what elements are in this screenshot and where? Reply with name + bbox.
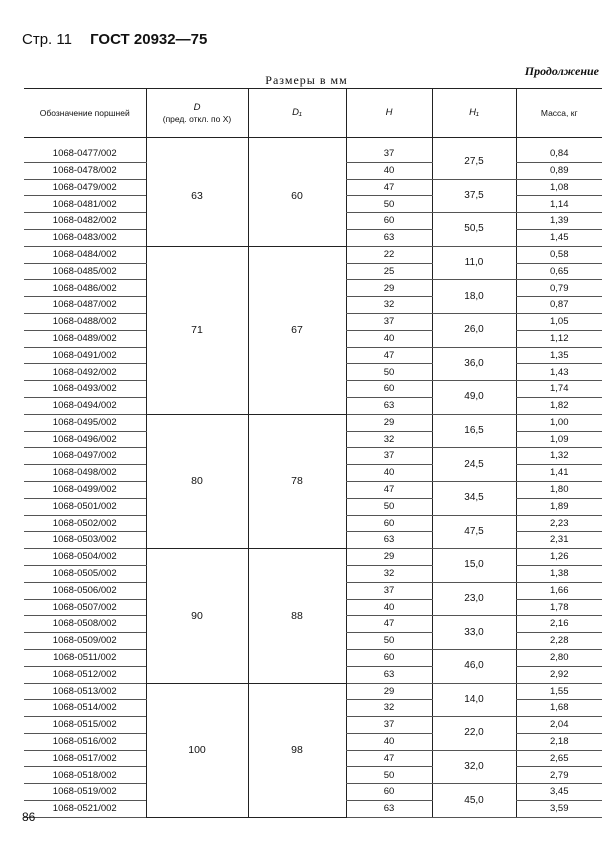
designation-cell: 1068-0498/002 xyxy=(24,465,146,482)
h-cell: 47 xyxy=(346,179,432,196)
designation-cell: 1068-0515/002 xyxy=(24,717,146,734)
designation-cell: 1068-0482/002 xyxy=(24,213,146,230)
d1-cell: 98 xyxy=(248,683,346,817)
d-cell: 63 xyxy=(146,146,248,246)
d1-cell: 88 xyxy=(248,549,346,683)
h1-cell: 37,5 xyxy=(432,179,516,213)
mass-cell: 1,41 xyxy=(516,465,602,482)
header-h1-label: H₁ xyxy=(469,107,479,119)
mass-cell: 1,78 xyxy=(516,599,602,616)
mass-cell: 2,92 xyxy=(516,666,602,683)
mass-cell: 0,89 xyxy=(516,162,602,179)
designation-cell: 1068-0518/002 xyxy=(24,767,146,784)
h-cell: 60 xyxy=(346,213,432,230)
mass-cell: 2,28 xyxy=(516,633,602,650)
h-cell: 32 xyxy=(346,297,432,314)
designation-cell: 1068-0509/002 xyxy=(24,633,146,650)
h1-cell: 27,5 xyxy=(432,146,516,179)
mass-cell: 1,66 xyxy=(516,582,602,599)
mass-cell: 1,89 xyxy=(516,498,602,515)
h1-cell: 22,0 xyxy=(432,717,516,751)
mass-cell: 3,45 xyxy=(516,784,602,801)
h1-cell: 36,0 xyxy=(432,347,516,381)
h1-cell: 16,5 xyxy=(432,414,516,448)
header-h-label: H xyxy=(385,107,393,119)
table-spacer-row xyxy=(24,138,602,147)
spacer-cell xyxy=(24,138,146,147)
header-d-symbol: D xyxy=(193,102,201,114)
mass-cell: 1,26 xyxy=(516,549,602,566)
h-cell: 47 xyxy=(346,347,432,364)
designation-cell: 1068-0516/002 xyxy=(24,733,146,750)
designation-cell: 1068-0486/002 xyxy=(24,280,146,297)
h1-cell: 45,0 xyxy=(432,784,516,818)
mass-cell: 2,80 xyxy=(516,649,602,666)
designation-cell: 1068-0484/002 xyxy=(24,246,146,263)
h-cell: 40 xyxy=(346,162,432,179)
h-cell: 25 xyxy=(346,263,432,280)
d-cell: 80 xyxy=(146,414,248,548)
mass-cell: 1,14 xyxy=(516,196,602,213)
header-h xyxy=(346,89,432,138)
h-cell: 29 xyxy=(346,549,432,566)
spacer-cell xyxy=(432,138,516,147)
mass-cell: 1,32 xyxy=(516,448,602,465)
page-number: 86 xyxy=(22,810,36,824)
page-header xyxy=(22,31,207,48)
designation-cell: 1068-0497/002 xyxy=(24,448,146,465)
header-d xyxy=(146,89,248,138)
designation-cell: 1068-0513/002 xyxy=(24,683,146,700)
h-cell: 40 xyxy=(346,599,432,616)
h-cell: 50 xyxy=(346,633,432,650)
designation-cell: 1068-0496/002 xyxy=(24,431,146,448)
designation-cell: 1068-0495/002 xyxy=(24,414,146,431)
designation-cell: 1068-0477/002 xyxy=(24,146,146,162)
mass-cell: 2,16 xyxy=(516,616,602,633)
mass-cell: 1,05 xyxy=(516,313,602,330)
header-mass: Масса, кг xyxy=(516,89,602,138)
mass-cell: 1,12 xyxy=(516,330,602,347)
header-d1 xyxy=(248,89,346,138)
d1-cell: 78 xyxy=(248,414,346,548)
header-h1 xyxy=(432,89,516,138)
h-cell: 50 xyxy=(346,364,432,381)
mass-cell: 2,23 xyxy=(516,515,602,532)
designation-cell: 1068-0492/002 xyxy=(24,364,146,381)
designation-cell: 1068-0499/002 xyxy=(24,481,146,498)
mass-cell: 1,80 xyxy=(516,481,602,498)
designation-cell: 1068-0508/002 xyxy=(24,616,146,633)
designation-cell: 1068-0504/002 xyxy=(24,549,146,566)
h-cell: 32 xyxy=(346,431,432,448)
designation-cell: 1068-0502/002 xyxy=(24,515,146,532)
h-cell: 63 xyxy=(346,229,432,246)
h-cell: 32 xyxy=(346,565,432,582)
designation-cell: 1068-0491/002 xyxy=(24,347,146,364)
designation-cell: 1068-0487/002 xyxy=(24,297,146,314)
mass-cell: 1,68 xyxy=(516,700,602,717)
h1-cell: 33,0 xyxy=(432,616,516,650)
standard-number: ГОСТ 20932—75 xyxy=(90,31,208,48)
mass-cell: 1,00 xyxy=(516,414,602,431)
designation-cell: 1068-0501/002 xyxy=(24,498,146,515)
mass-cell: 2,79 xyxy=(516,767,602,784)
h1-cell: 47,5 xyxy=(432,515,516,549)
designation-cell: 1068-0494/002 xyxy=(24,397,146,414)
mass-cell: 1,82 xyxy=(516,397,602,414)
h-cell: 32 xyxy=(346,700,432,717)
table-body xyxy=(24,138,602,818)
designation-cell: 1068-0485/002 xyxy=(24,263,146,280)
spacer-cell xyxy=(248,138,346,147)
h1-cell: 26,0 xyxy=(432,313,516,347)
h1-cell: 50,5 xyxy=(432,213,516,247)
mass-cell: 0,84 xyxy=(516,146,602,162)
designation-cell: 1068-0514/002 xyxy=(24,700,146,717)
h1-cell: 49,0 xyxy=(432,381,516,415)
designation-cell: 1068-0506/002 xyxy=(24,582,146,599)
h1-cell: 32,0 xyxy=(432,750,516,784)
h-cell: 60 xyxy=(346,515,432,532)
h-cell: 63 xyxy=(346,801,432,818)
mass-cell: 3,59 xyxy=(516,801,602,818)
header-d1-label: D₁ xyxy=(292,107,302,119)
h1-cell: 15,0 xyxy=(432,549,516,583)
mass-cell: 2,31 xyxy=(516,532,602,549)
h-cell: 47 xyxy=(346,481,432,498)
designation-cell: 1068-0503/002 xyxy=(24,532,146,549)
h1-cell: 18,0 xyxy=(432,280,516,314)
h-cell: 63 xyxy=(346,397,432,414)
dimensions-table xyxy=(24,88,602,818)
h-cell: 37 xyxy=(346,448,432,465)
h-cell: 63 xyxy=(346,532,432,549)
designation-cell: 1068-0479/002 xyxy=(24,179,146,196)
h-cell: 37 xyxy=(346,582,432,599)
designation-cell: 1068-0517/002 xyxy=(24,750,146,767)
h-cell: 63 xyxy=(346,666,432,683)
mass-cell: 1,35 xyxy=(516,347,602,364)
d-cell: 90 xyxy=(146,549,248,683)
h-cell: 50 xyxy=(346,767,432,784)
h-cell: 50 xyxy=(346,196,432,213)
spacer-cell xyxy=(516,138,602,147)
h-cell: 40 xyxy=(346,330,432,347)
mass-cell: 1,43 xyxy=(516,364,602,381)
designation-cell: 1068-0489/002 xyxy=(24,330,146,347)
table-row xyxy=(24,146,602,162)
page-label: Стр. 11 xyxy=(22,31,72,48)
h1-cell: 24,5 xyxy=(432,448,516,482)
h-cell: 37 xyxy=(346,313,432,330)
table-row xyxy=(24,414,602,431)
h-cell: 29 xyxy=(346,683,432,700)
h-cell: 47 xyxy=(346,616,432,633)
h-cell: 60 xyxy=(346,784,432,801)
h-cell: 29 xyxy=(346,280,432,297)
mass-cell: 1,38 xyxy=(516,565,602,582)
mass-cell: 2,65 xyxy=(516,750,602,767)
designation-cell: 1068-0511/002 xyxy=(24,649,146,666)
table-row xyxy=(24,683,602,700)
mass-cell: 1,08 xyxy=(516,179,602,196)
h-cell: 40 xyxy=(346,465,432,482)
units-caption: Размеры в мм xyxy=(265,73,348,87)
h1-cell: 23,0 xyxy=(432,582,516,616)
designation-cell: 1068-0488/002 xyxy=(24,313,146,330)
mass-cell: 0,58 xyxy=(516,246,602,263)
designation-cell: 1068-0478/002 xyxy=(24,162,146,179)
header-d-note: (пред. откл. по X) xyxy=(162,113,232,124)
h-cell: 50 xyxy=(346,498,432,515)
d1-cell: 60 xyxy=(248,146,346,246)
designation-cell: 1068-0512/002 xyxy=(24,666,146,683)
h1-cell: 34,5 xyxy=(432,481,516,515)
designation-cell: 1068-0481/002 xyxy=(24,196,146,213)
table-row xyxy=(24,549,602,566)
h-cell: 47 xyxy=(346,750,432,767)
mass-cell: 2,18 xyxy=(516,733,602,750)
table-row xyxy=(24,246,602,263)
designation-cell: 1068-0507/002 xyxy=(24,599,146,616)
mass-cell: 1,09 xyxy=(516,431,602,448)
designation-cell: 1068-0493/002 xyxy=(24,381,146,398)
mass-cell: 1,55 xyxy=(516,683,602,700)
h-cell: 60 xyxy=(346,649,432,666)
h1-cell: 11,0 xyxy=(432,246,516,280)
mass-cell: 0,79 xyxy=(516,280,602,297)
h-cell: 37 xyxy=(346,717,432,734)
designation-cell: 1068-0483/002 xyxy=(24,229,146,246)
h-cell: 29 xyxy=(346,414,432,431)
h-cell: 60 xyxy=(346,381,432,398)
spacer-cell xyxy=(146,138,248,147)
designation-cell: 1068-0519/002 xyxy=(24,784,146,801)
designation-cell: 1068-0505/002 xyxy=(24,565,146,582)
h1-cell: 14,0 xyxy=(432,683,516,717)
mass-cell: 2,04 xyxy=(516,717,602,734)
h-cell: 37 xyxy=(346,146,432,162)
d1-cell: 67 xyxy=(248,246,346,414)
table-header-row xyxy=(24,89,602,138)
h1-cell: 46,0 xyxy=(432,649,516,683)
header-designation: Обозначение поршней xyxy=(24,89,146,138)
h-cell: 22 xyxy=(346,246,432,263)
mass-cell: 0,87 xyxy=(516,297,602,314)
d-cell: 100 xyxy=(146,683,248,817)
designation-cell: 1068-0521/002 xyxy=(24,801,146,818)
d-cell: 71 xyxy=(146,246,248,414)
spacer-cell xyxy=(346,138,432,147)
mass-cell: 1,45 xyxy=(516,229,602,246)
h-cell: 40 xyxy=(346,733,432,750)
mass-cell: 1,39 xyxy=(516,213,602,230)
mass-cell: 1,74 xyxy=(516,381,602,398)
continued-label: Продолжение xyxy=(524,64,599,78)
mass-cell: 0,65 xyxy=(516,263,602,280)
